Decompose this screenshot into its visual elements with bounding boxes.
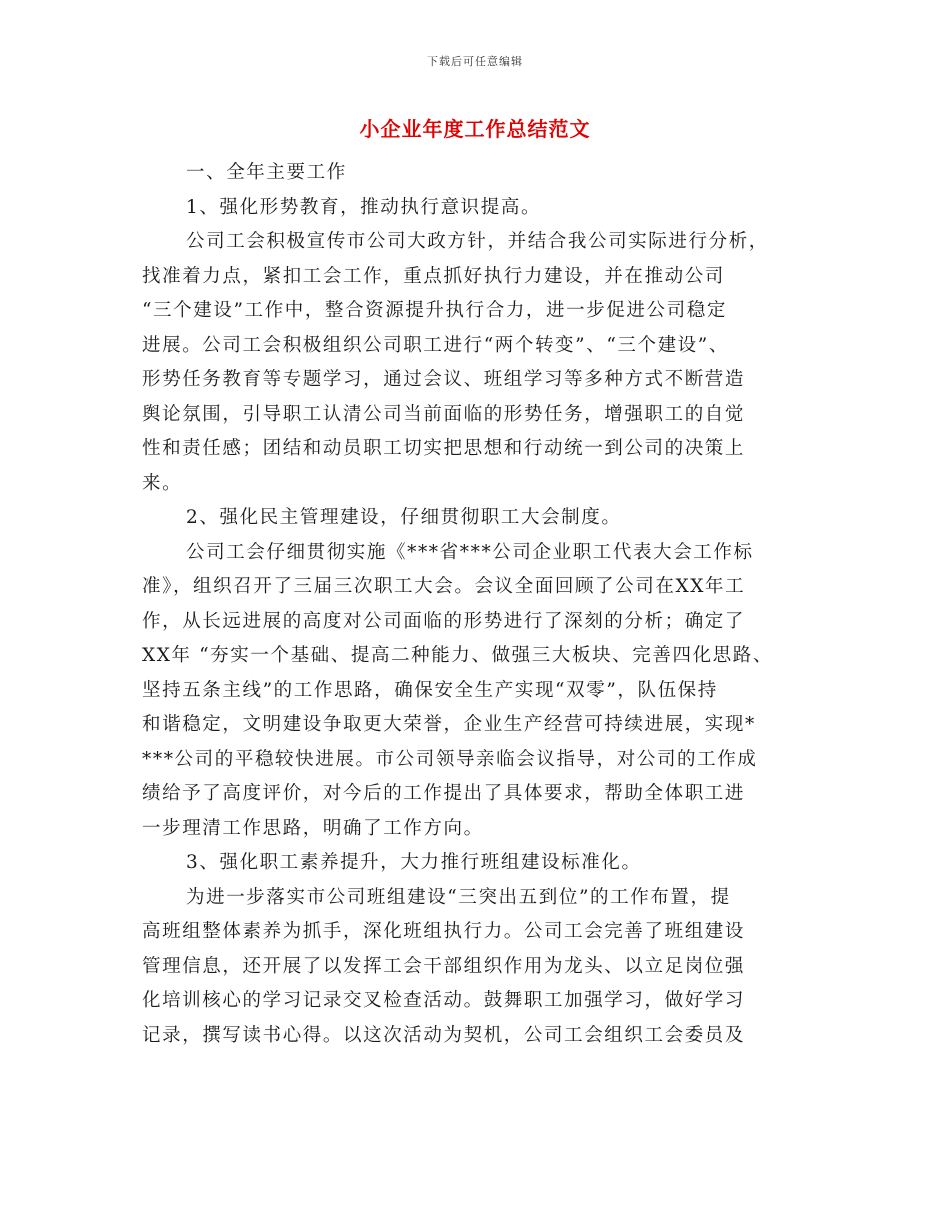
body-line: 一步理清工作思路，明确了工作方向。 [142, 817, 484, 839]
body-line: 来。 [142, 472, 183, 494]
body-line: 2、强化民主管理建设，仔细贯彻职工大会制度。 [186, 507, 622, 528]
body-line: 性和责任感；团结和动员职工切实把思想和行动统一到公司的决策上 [142, 438, 746, 459]
document-title: 小企业年度工作总结范文 [359, 117, 591, 141]
body-line: 坚持五条主线”的工作思路，确保安全生产实现“双零”，队伍保持 [142, 679, 718, 701]
body-line: 为进一步落实市公司班组建设“三突出五到位”的工作布置，提 [186, 886, 731, 908]
body-line: 管理信息，还开展了以发挥工会干部组织作用为龙头、以立足岗位强 [142, 955, 746, 977]
header-note: 下载后可任意编辑 [427, 55, 523, 68]
body-line: XX年 “夯实一个基础、提高二种能力、做强三大板块、完善四化思路、 [142, 645, 773, 666]
body-line: 进展。公司工会积极组织公司职工进行“两个转变”、“三个建设”、 [142, 334, 729, 356]
body-line: 作，从长远进展的高度对公司面临的形势进行了深刻的分析；确定了 [142, 610, 746, 632]
body-line: 公司工会仔细贯彻实施《***省***公司企业职工代表大会工作标 [186, 541, 754, 563]
body-line: 化培训核心的学习记录交叉检查活动。鼓舞职工加强学习，做好学习 [142, 990, 746, 1011]
body-line: 舆论氛围，引导职工认清公司当前面临的形势任务，增强职工的自觉 [142, 403, 746, 425]
body-line: 找准着力点，紧扣工会工作，重点抓好执行力建设，并在推动公司 [142, 265, 725, 287]
body-line: 3、强化职工素养提升，大力推行班组建设标准化。 [186, 852, 642, 873]
body-line: 绩给予了高度评价，对今后的工作提出了具体要求，帮助全体职工进 [142, 783, 746, 804]
body-line: “三个建设”工作中，整合资源提升执行合力，进一步促进公司稳定 [142, 300, 727, 321]
body-line: 1、强化形势教育，推动执行意识提高。 [186, 196, 542, 218]
body-line: 记录，撰写读书心得。以这次活动为契机，公司工会组织工会委员及 [142, 1024, 746, 1046]
body-line: 高班组整体素养为抓手，深化班组执行力。公司工会完善了班组建设 [142, 921, 746, 942]
document-body [142, 156, 822, 1053]
body-line: 和谐稳定，文明建设争取更大荣誉，企业生产经营可持续进展，实现* [142, 714, 756, 735]
body-line: 一、全年主要工作 [186, 162, 347, 183]
body-line: 形势任务教育等专题学习，通过会议、班组学习等多种方式不断营造 [142, 369, 746, 390]
body-line: ***公司的平稳较快进展。市公司领导亲临会议指导，对公司的工作成 [142, 748, 758, 770]
body-line: 公司工会积极宣传市公司大政方针，并结合我公司实际进行分析， [186, 231, 769, 252]
body-line: 准》，组织召开了三届三次职工大会。会议全面回顾了公司在XX年工 [142, 576, 746, 597]
